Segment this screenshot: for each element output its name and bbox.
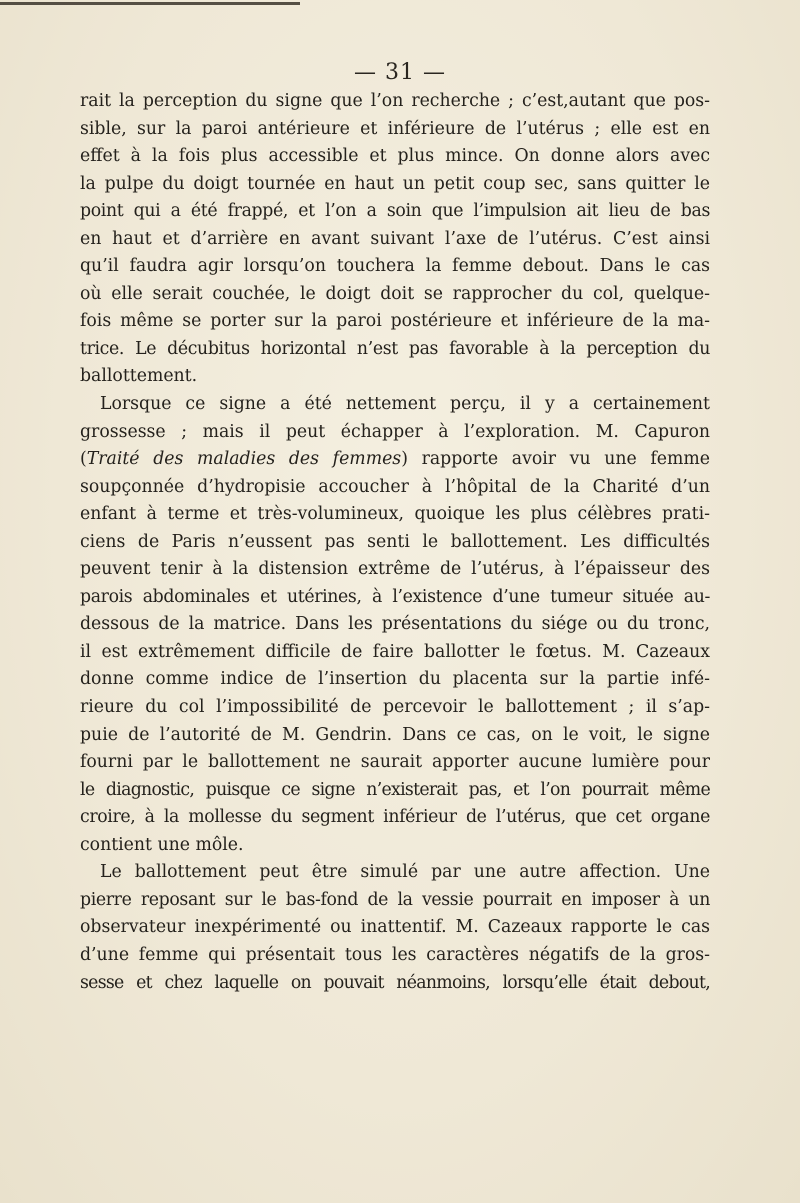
text-line: fois même se porter sur la paroi postérieure et inférieure de la ma- [80, 311, 710, 332]
text-line: il est extrêmement difficile de faire ballotter le fœtus. M. Cazeaux [80, 641, 710, 662]
text-line: donne comme indice de l’insertion du placenta sur la partie infé- [80, 669, 710, 690]
book-title: Traité des maladies des femmes [86, 449, 402, 470]
text-line: rait la perception du signe que l’on recherche ; c’est,autant que pos- [80, 91, 710, 111]
text-line: fourni par le ballottement ne saurait apporter aucune lumière pour [80, 752, 710, 773]
text-line: d’une femme qui présentait tous les caractères négatifs de la gros- [80, 944, 710, 965]
text-line: effet à la fois plus accessible et plus mince. On donne alors avec [80, 146, 710, 167]
body-text [80, 88, 710, 997]
text-line: point qui a été frappé, et l’on a soin que l’impulsion ait lieu de bas [80, 201, 710, 222]
text-line: en haut et d’arrière en avant suivant l’axe de l’utérus. C’est ainsi [80, 228, 710, 249]
text-line: sible, sur la paroi antérieure et inférieure de l’utérus ; elle est en [80, 118, 710, 139]
text-line: Lorsque ce signe a été nettement perçu, il y a certainement [100, 394, 710, 415]
text-line: dessous de la matrice. Dans les présentations du siége ou du tronc, [80, 614, 710, 635]
text-line-with-title [80, 446, 710, 474]
page-number: — 31 — [354, 60, 446, 85]
text-line: observateur inexpérimenté ou inattentif. M. Cazeaux rapporte le cas [80, 917, 710, 938]
text-line: sesse et chez laquelle on pouvait néanmoins, lorsqu’elle était debout, [80, 972, 710, 993]
text-line-rest: ) rapporte avoir vu une femme [401, 449, 710, 470]
text-line: trice. Le décubitus horizontal n’est pas favorable à la perception du [80, 338, 710, 359]
text-line: Le ballottement peut être simulé par une autre affection. Une [100, 862, 710, 883]
text-line: parois abdominales et utérines, à l’existence d’une tumeur située au- [80, 586, 710, 607]
text-line: contient une môle. [80, 834, 244, 855]
text-line: pierre reposant sur le bas-fond de la vessie pourrait en imposer à un [80, 889, 710, 910]
text-line: soupçonnée d’hydropisie accoucher à l’hôpital de la Charité d’un [80, 476, 710, 497]
paren-open: ( [80, 449, 87, 470]
text-line: croire, à la mollesse du segment inférieur de l’utérus, que cet organe [80, 807, 710, 828]
text-line: ciens de Paris n’eussent pas senti le ballottement. Les difficultés [80, 531, 710, 552]
top-edge-rule [0, 2, 300, 5]
text-line: puie de l’autorité de M. Gendrin. Dans ce cas, on le voit, le signe [80, 724, 710, 745]
text-line: rieure du col l’impossibilité de percevoir le ballottement ; il s’ap- [80, 697, 710, 718]
text-line: la pulpe du doigt tournée en haut un petit coup sec, sans quitter le [80, 173, 710, 194]
text-line: où elle serait couchée, le doigt doit se rapprocher du col, quelque- [80, 283, 710, 304]
text-line: enfant à terme et très-volumineux, quoique les plus célèbres prati- [80, 504, 710, 525]
text-line: qu’il faudra agir lorsqu’on touchera la femme debout. Dans le cas [80, 256, 710, 277]
text-line: peuvent tenir à la distension extrême de l’utérus, à l’épaisseur des [80, 559, 710, 580]
text-line: grossesse ; mais il peut échapper à l’exploration. M. Capuron [80, 421, 710, 442]
text-line: ballottement. [80, 366, 198, 387]
text-line: le diagnostic, puisque ce signe n’existerait pas, et l’on pourrait même [80, 779, 710, 800]
